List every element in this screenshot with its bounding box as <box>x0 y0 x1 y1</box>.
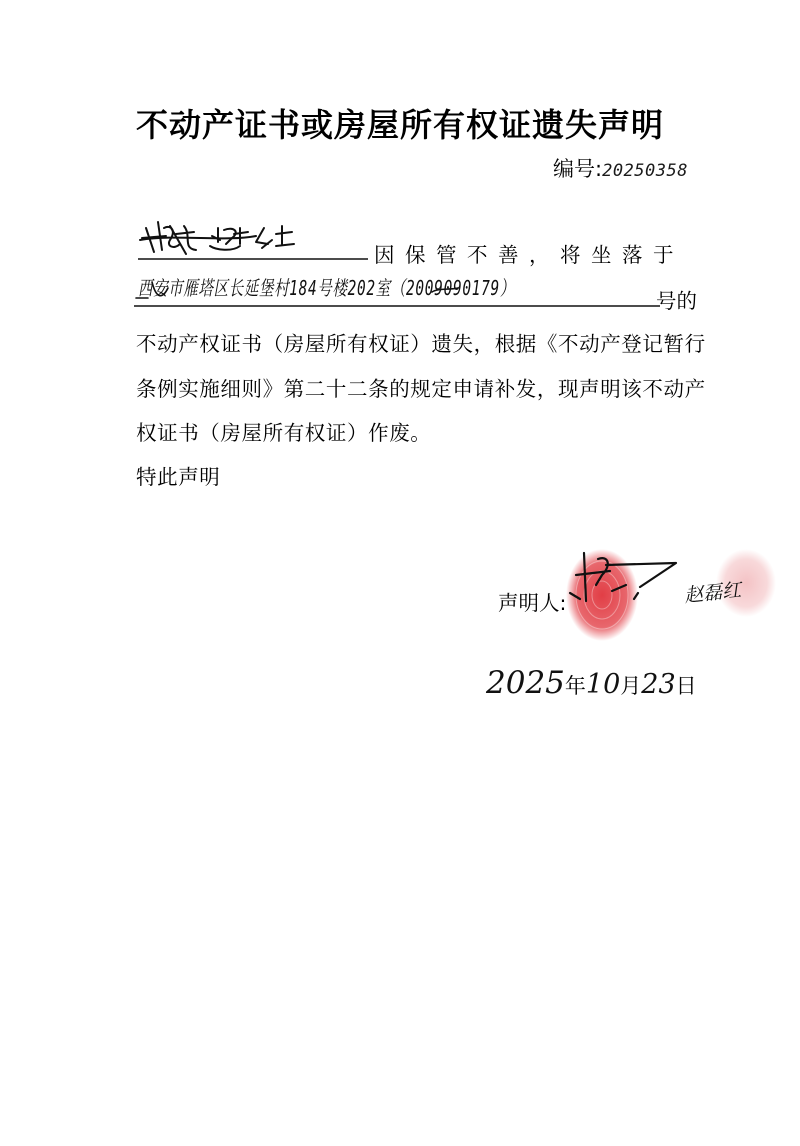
statement-line-1: 因保管不善，将坐落于 <box>374 243 684 267</box>
statement-line-4: 条例实施细则》第二十二条的规定申请补发，现声明该不动产 <box>136 377 706 401</box>
declarant-label: 声明人: <box>498 591 567 615</box>
statement-line-2-suffix: 号的 <box>656 289 697 313</box>
date-line <box>486 665 697 701</box>
date-day-label: 日 <box>675 674 697 698</box>
address-field <box>132 268 662 312</box>
serial-label: 编号: <box>553 157 603 181</box>
statement-line-3: 不动产权证书（房屋所有权证）遗失，根据《不动产登记暂行 <box>136 332 706 356</box>
closing-text: 特此声明 <box>136 465 221 489</box>
date-day: 23 <box>641 669 676 700</box>
serial-number <box>553 153 688 183</box>
date-month: 10 <box>585 669 621 700</box>
statement-line-5: 权证书（房屋所有权证）作废。 <box>136 421 432 445</box>
owner-name-handwriting <box>136 214 370 264</box>
document-title: 不动产证书或房屋所有权证遗失声明 <box>135 106 664 144</box>
serial-value: 20250358 <box>602 161 688 181</box>
date-month-label: 月 <box>620 674 642 698</box>
signature-name: 赵磊红 <box>683 579 743 607</box>
owner-name-field <box>136 214 370 264</box>
date-year: 2025 <box>486 665 565 701</box>
fingerprint-stamp <box>540 535 780 645</box>
signature-area <box>540 535 780 645</box>
address-strike-marks <box>132 268 662 312</box>
address-handwriting: 西安市雁塔区长延堡村184号楼202室（2009090179） <box>138 276 516 300</box>
date-year-label: 年 <box>564 674 586 698</box>
